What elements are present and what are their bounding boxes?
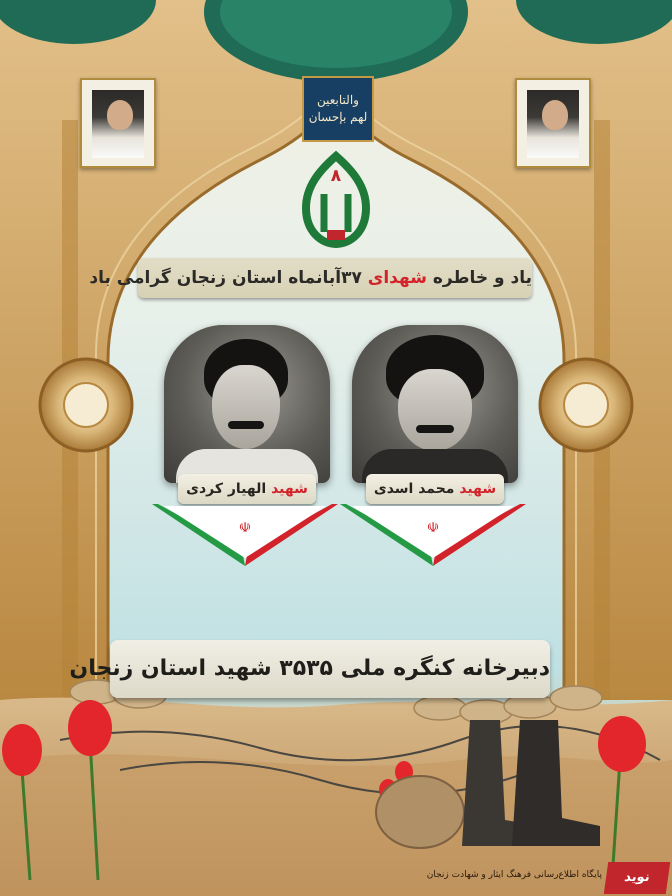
martyr-right-prefix: شهید [459, 481, 497, 497]
foundation-logo [300, 150, 372, 250]
flag-ribbon-left [150, 500, 340, 570]
martyr-left-name: الهیار کردی [186, 481, 267, 497]
martyr-left-prefix: شهید [271, 481, 308, 497]
footer-banner: دبیرخانه کنگره ملی ۳۵۳۵ شهید استان زنجان [110, 640, 550, 698]
title-banner [89, 258, 532, 298]
calligraphy-plaque [302, 76, 374, 142]
watermark-logo: نوید [604, 862, 670, 894]
watermark [426, 860, 672, 896]
title-prefix: یاد و خاطره [432, 268, 532, 288]
martyr-photo-left [164, 325, 330, 483]
calligraphy-line-1: والتابعين [317, 93, 359, 107]
flag-ribbon-right [338, 500, 528, 570]
emblem-icon: ☫ [426, 520, 440, 536]
calligraphy-line-2: لهم بإحسان [308, 110, 368, 124]
martyr-right-name: محمد اسدی [373, 481, 455, 497]
martyr-photo-right [352, 325, 518, 483]
title-suffix: ۳۷آبانماه استان زنجان گرامی باد [89, 268, 362, 288]
left-leader-portrait [80, 78, 156, 168]
right-leader-portrait [515, 78, 591, 168]
emblem-icon: ☫ [238, 520, 252, 536]
watermark-text: پایگاه اطلاع‌رسانی فرهنگ ایثار و شهادت زنجان [426, 870, 602, 880]
title-highlight: شهدای [367, 268, 427, 288]
logo-badge-number: ۸ [330, 166, 342, 186]
